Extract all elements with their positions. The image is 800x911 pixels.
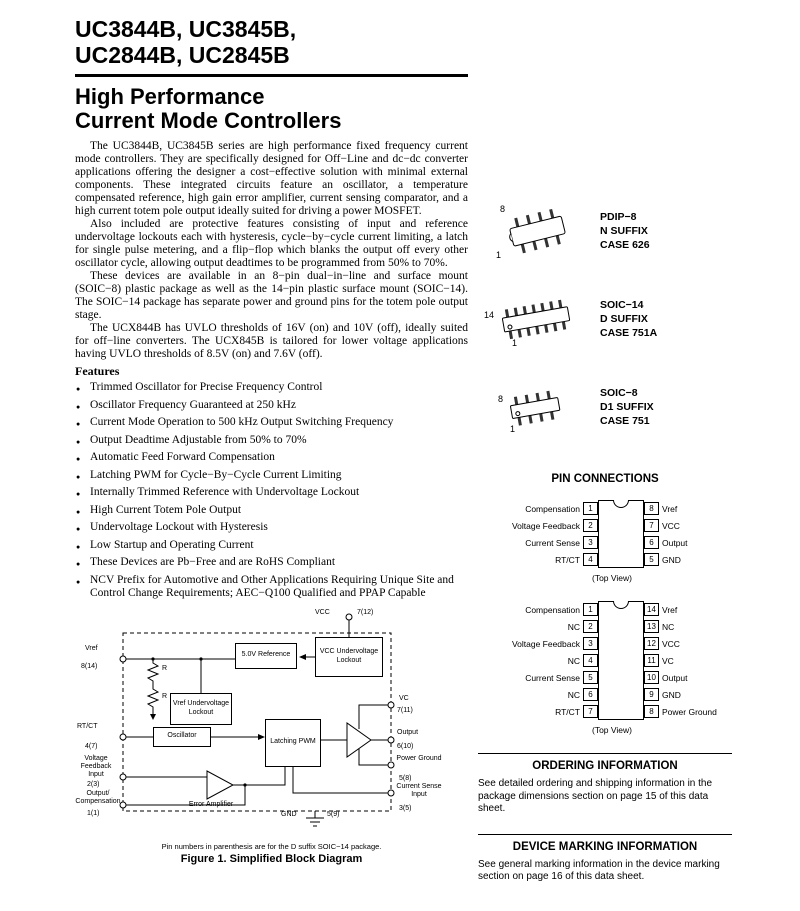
package-pin-bottom: 1 (510, 424, 516, 434)
package-soic8 (478, 376, 732, 438)
package-text (600, 298, 657, 340)
pinout-8pin (491, 500, 719, 568)
voltage-feedback-pin-label: 2(3) (87, 780, 100, 788)
left-column (75, 16, 468, 866)
pin-label: Current Sense (525, 537, 580, 548)
pin-row (491, 686, 719, 703)
top-view-label: (Top View) (592, 725, 632, 735)
soic8-drawing (478, 376, 600, 438)
paragraph: These devices are available in an 8−pin dual−in−line and surface mount (SOIC−8) plastic package as well as the 14−pin plastic surface mount (SOIC−14). The SOIC−14 package has separate power and ground pins for the totem pole output stage. (75, 270, 468, 321)
pin-label: RT/CT (555, 554, 580, 565)
ordering-information-title: ORDERING INFORMATION (532, 760, 678, 772)
pin-number: 2 (583, 620, 598, 633)
pin-row (491, 652, 719, 669)
package-name: PDIP−8 (600, 211, 637, 223)
device-marking-title: DEVICE MARKING INFORMATION (512, 840, 698, 853)
pin-number: 3 (583, 637, 598, 650)
feature-item: ● Oscillator Frequency Guaranteed at 250 kHz (75, 399, 468, 413)
device-marking-section (478, 834, 732, 884)
ground-symbol (306, 811, 324, 826)
pin-label: Output (662, 672, 688, 683)
package-case: CASE 751 (600, 415, 650, 427)
current-sense-pin-label: 3(5) (399, 804, 412, 812)
rtct-label: RT/CT (77, 722, 98, 730)
pin-label: GND (662, 689, 681, 700)
feature-item: ● Current Mode Operation to 500 kHz Output Switching Frequency (75, 416, 468, 430)
pin-number: 8 (644, 502, 659, 515)
package-name: SOIC−14 (600, 299, 644, 311)
document-heading (75, 85, 468, 133)
pin-label: Voltage Feedback (511, 520, 580, 531)
current-sense-label: Current Sense Input (396, 782, 442, 798)
paragraph: The UC3844B, UC3845B series are high performance fixed frequency current mode controllers. They are specifically designed for Off−Line and dc−dc converter applications offering the designer a cost−effective solution with minimal external components. These integrated circuits feature an oscillator, a temperature compensated reference, high gain error amplifier, current sensing comparator, and a high current totem pole output ideally suited for driving a power MOSFET. (75, 140, 468, 217)
gnd-label: GND (281, 810, 297, 818)
vc-pin-label: 7(11) (397, 706, 413, 714)
pin-label: VCC (662, 520, 680, 531)
package-pin-top: 14 (484, 310, 495, 320)
vcc-uvlo-box: VCC Undervoltage Lockout (315, 637, 383, 677)
pin-label: Power Ground (662, 706, 717, 717)
r1-label: R (162, 664, 168, 672)
page-title (75, 16, 468, 68)
pin-number: 7 (644, 519, 659, 532)
pin-number: 5 (583, 671, 598, 684)
pin-row (491, 551, 719, 568)
package-suffix: D1 SUFFIX (600, 401, 654, 413)
package-text (600, 386, 654, 428)
pin-number: 7 (583, 705, 598, 718)
pin-number: 9 (644, 688, 659, 701)
voltage-feedback-terminal (120, 774, 126, 780)
pin-label: Output (662, 537, 688, 548)
pin-number: 2 (583, 519, 598, 532)
package-suffix: N SUFFIX (600, 225, 648, 237)
vref-uvlo-box: Vref Undervoltage Lockout (170, 693, 232, 725)
features-title: Features (75, 364, 120, 378)
vcc-terminal (346, 614, 352, 620)
pin-number: 1 (583, 603, 598, 616)
feature-item: ● High Current Totem Pole Output (75, 504, 468, 518)
device-marking-text: See general marking information in the device marking section on page 16 of this data sheet. (478, 858, 720, 882)
rtct-pin-label: 4(7) (85, 742, 98, 750)
heading-line: High Performance (75, 84, 265, 109)
pin-label: Compensation (525, 503, 580, 514)
pin-number: 6 (583, 688, 598, 701)
pin-row (491, 618, 719, 635)
ordering-information-text: See detailed ordering and shipping information in the package dimensions section on page 15 of this data sheet. (478, 778, 713, 814)
pin-row (491, 635, 719, 652)
pin-number: 14 (644, 603, 659, 616)
pin-label: Vref (662, 604, 678, 615)
vref-label: Vref (85, 644, 98, 652)
pin-row (491, 534, 719, 551)
output-terminal (388, 737, 394, 743)
soic8-icon (478, 376, 600, 438)
paragraph: The UCX844B has UVLO thresholds of 16V (on) and 10V (off), ideally suited for off−line converters. The UCX845B is tailored for lower voltage applications having UVLO thresholds of 8.5V (on) and 7.6V (off). (75, 322, 468, 360)
pin-number: 1 (583, 502, 598, 515)
feature-item: ● Internally Trimmed Reference with Undervoltage Lockout (75, 486, 468, 500)
pin-number: 13 (644, 620, 659, 633)
error-amplifier-label: Error Amplifier (188, 800, 234, 808)
package-case: CASE 626 (600, 239, 650, 251)
pin-label: RT/CT (555, 706, 580, 717)
right-column (478, 200, 732, 884)
feature-item: ● Undervoltage Lockout with Hysteresis (75, 521, 468, 535)
pin-number: 8 (644, 705, 659, 718)
power-ground-label: Power Ground (396, 754, 442, 762)
rtct-terminal (120, 734, 126, 740)
pin-number: 5 (644, 553, 659, 566)
features-list (75, 381, 468, 601)
vref-terminal (120, 656, 126, 662)
paragraph: Also included are protective features consisting of input and reference undervoltage lockouts each with hysteresis, cycle−by−cycle current limiting, a latch for single pulse metering, and a flip−flop which blanks the output off every other oscillator cycle, allowing output deadtimes to be programmed from 50% to 70%. (75, 218, 468, 269)
pin-label: GND (662, 554, 681, 565)
package-name: SOIC−8 (600, 387, 638, 399)
pin-label: Vref (662, 503, 678, 514)
pin-row (491, 601, 719, 618)
feature-item: ● Automatic Feed Forward Compensation (75, 451, 468, 465)
pin-number: 4 (583, 553, 598, 566)
title-rule (75, 74, 468, 77)
pin-number: 6 (644, 536, 659, 549)
package-case: CASE 751A (600, 327, 658, 339)
pin-label: VCC (662, 638, 680, 649)
pin-row (491, 703, 719, 720)
output-label: Output (397, 728, 419, 736)
ordering-information-section (478, 753, 732, 816)
figure-note: Pin numbers in parenthesis are for the D suffix SOIC−14 package. (161, 841, 382, 851)
pin-number: 12 (644, 637, 659, 650)
voltage-feedback-label: Voltage Feedback Input (80, 754, 112, 778)
power-ground-terminal (388, 762, 394, 768)
vcc-label: VCC (315, 608, 330, 616)
vcc-pin-label: 7(12) (357, 608, 374, 616)
feature-item: ● Latching PWM for Cycle−By−Cycle Current Limiting (75, 469, 468, 483)
pin-number: 11 (644, 654, 659, 667)
feature-item: ● Low Startup and Operating Current (75, 539, 468, 553)
reference-box: 5.0V Reference (235, 643, 297, 669)
pin-label: NC (567, 689, 580, 700)
r2-label: R (162, 692, 168, 700)
page-title-line: UC2844B, UC2845B (75, 42, 290, 68)
pdip8-icon (478, 200, 600, 262)
pinout-14pin (491, 601, 719, 720)
pin-label: Current Sense (525, 672, 580, 683)
pin-connections-title: PIN CONNECTIONS (551, 473, 659, 485)
package-pin-bottom: 1 (496, 250, 502, 260)
pin-row (491, 669, 719, 686)
output-pin-label: 6(10) (397, 742, 414, 750)
soic14-icon (478, 288, 600, 350)
feature-item: ● Output Deadtime Adjustable from 50% to 70% (75, 434, 468, 448)
pin-label: NC (567, 621, 580, 632)
block-diagram (75, 605, 465, 840)
package-pin-top: 8 (498, 394, 504, 404)
package-pin-bottom: 1 (512, 338, 518, 348)
latching-pwm-box: Latching PWM (265, 719, 321, 767)
top-view-label: (Top View) (592, 573, 632, 583)
package-text (600, 210, 650, 252)
power-ground-pin-label: 5(8) (399, 774, 412, 782)
heading-line: Current Mode Controllers (75, 108, 342, 133)
feature-item: ● Trimmed Oscillator for Precise Frequency Control (75, 381, 468, 395)
compensation-label: Output/ Compensation (75, 789, 121, 805)
page-title-line: UC3844B, UC3845B, (75, 16, 297, 42)
soic14-drawing (478, 288, 600, 350)
package-soic14 (478, 288, 732, 350)
pin-number: 3 (583, 536, 598, 549)
pin-label: NC (662, 621, 675, 632)
pin-row (491, 500, 719, 517)
package-pin-top: 8 (500, 204, 506, 214)
pin-number: 10 (644, 671, 659, 684)
feature-item: ● NCV Prefix for Automotive and Other Applications Requiring Unique Site and Control Change Requirements; AEC−Q100 Qualified and PPAP Capable (75, 574, 468, 601)
vref-pin-label: 8(14) (81, 662, 98, 670)
feature-item: ● These Devices are Pb−Free and are RoHS Compliant (75, 556, 468, 570)
figure-caption: Figure 1. Simplified Block Diagram (180, 852, 363, 865)
vc-label: VC (399, 694, 409, 702)
pin-number: 4 (583, 654, 598, 667)
vc-terminal (388, 702, 394, 708)
package-suffix: D SUFFIX (600, 313, 648, 325)
pin-label: NC (567, 655, 580, 666)
pin-label: Voltage Feedback (511, 638, 580, 649)
pin-label: VC (662, 655, 674, 666)
oscillator-box: Oscillator (153, 727, 211, 747)
compensation-pin-label: 1(1) (87, 809, 100, 817)
error-amplifier-symbol (207, 771, 233, 799)
package-pdip8 (478, 200, 732, 262)
resistor-divider-symbol (148, 659, 158, 720)
pin-row (491, 517, 719, 534)
gnd-pin-label: 5(9) (327, 810, 340, 818)
pin-label: Compensation (525, 604, 580, 615)
